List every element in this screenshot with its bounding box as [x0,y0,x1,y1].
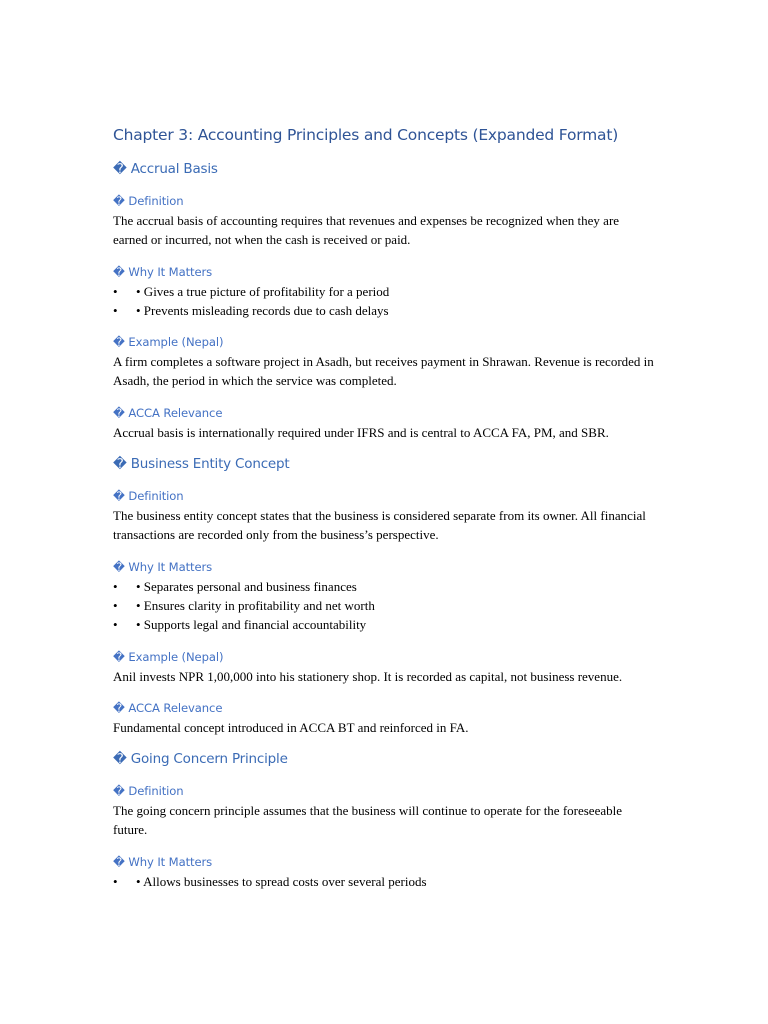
bullet-icon: • [113,302,118,318]
section-accrual-basis [113,160,655,442]
acca-label: � ACCA Relevance [113,700,223,715]
section-going-concern [113,750,655,891]
acca-text: Accrual basis is internationally required under IFRS and is central to ACCA FA, PM, and SBR. [113,424,609,440]
chapter-title: Chapter 3: Accounting Principles and Concepts (Expanded Format) [113,126,619,144]
why-label: � Why It Matters [113,264,213,279]
example-text: Anil invests NPR 1,00,000 into his stationery shop. It is recorded as capital, not business revenue. [113,668,623,684]
bullet-icon: • [113,617,118,633]
why-list [113,872,655,891]
acca-text: Fundamental concept introduced in ACCA BT and reinforced in FA. [113,719,469,735]
list-item-text: • Gives a true picture of profitability for a period [136,283,390,299]
list-item-text: • Ensures clarity in profitability and net worth [136,597,375,613]
bullet-icon: • [113,597,118,613]
list-item [113,577,655,596]
definition-label: � Definition [113,784,184,799]
definition-label: � Definition [113,489,184,504]
list-item [113,282,655,301]
list-item-text: • Separates personal and business finances [136,578,357,594]
example-label: � Example (Nepal) [113,649,224,664]
definition-text: The accrual basis of accounting requires that revenues and expenses be recognized when they are earned or incurred, not when the cash is received or paid. [113,213,620,248]
example-text: A firm completes a software project in Asadh, but receives payment in Shrawan. Revenue is recorded in Asadh, the period in which the service was completed. [113,354,654,389]
section-business-entity [113,455,655,737]
bullet-icon: • [113,578,118,594]
definition-label: � Definition [113,194,184,208]
list-item-text: • Supports legal and financial accountability [136,617,367,633]
definition-text: The business entity concept states that the business is considered separate from its owner. All financial transactions are recorded only from the business’s perspective. [113,508,646,543]
definition-text: The going concern principle assumes that the business will continue to operate for the foreseeable future. [113,803,622,838]
bullet-icon: • [113,873,118,889]
section-heading: � Accrual Basis [113,161,218,177]
list-item [113,301,655,320]
why-label: � Why It Matters [113,854,213,869]
why-label: � Why It Matters [113,559,213,574]
example-label: � Example (Nepal) [113,335,224,350]
section-heading: � Business Entity Concept [113,456,290,473]
why-list [113,282,655,321]
acca-label: � ACCA Relevance [113,405,223,420]
list-item [113,596,655,615]
list-item-text: • Allows businesses to spread costs over several periods [136,873,427,889]
list-item [113,615,655,634]
list-item [113,872,655,891]
section-heading: � Going Concern Principle [113,751,288,768]
why-list [113,577,655,635]
bullet-icon: • [113,283,118,299]
list-item-text: • Prevents misleading records due to cash delays [136,302,389,318]
